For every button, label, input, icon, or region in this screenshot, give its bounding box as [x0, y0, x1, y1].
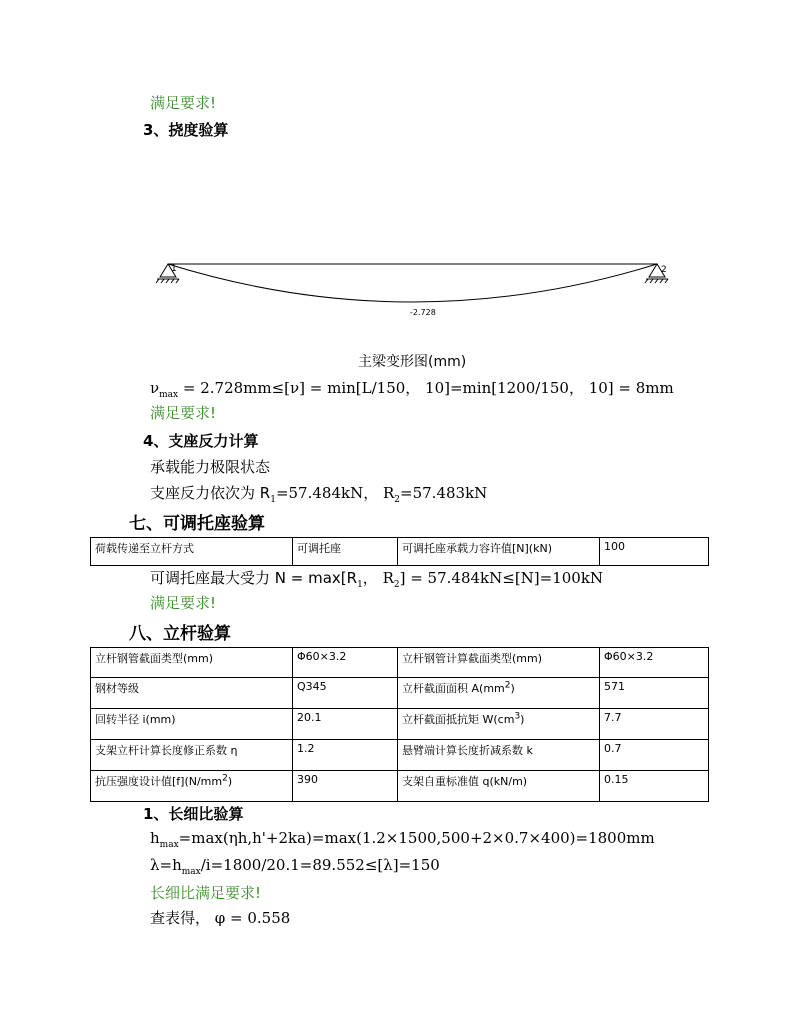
table-cell: 支架自重标准值 q(kN/m) — [398, 771, 600, 802]
table-cell: 0.7 — [600, 740, 709, 771]
table-cell: 可调托座承载力容许值[N](kN) — [398, 538, 600, 566]
table-row — [91, 771, 709, 802]
table-cell: Φ60×3.2 — [293, 648, 398, 678]
max-deflection-label: -2.728 — [410, 308, 436, 317]
table-cell: 20.1 — [293, 709, 398, 740]
ok-text-top: 满足要求! — [150, 94, 217, 112]
table-cell: 390 — [293, 771, 398, 802]
table-cell: 可调托座 — [293, 538, 398, 566]
reaction-text: 支座反力依次为 $R_1=57.484kN$， $R_2=57.483kN$ — [150, 484, 488, 505]
ok-text-deflection: 满足要求! — [150, 404, 217, 422]
table-cell: 立杆钢管计算截面类型(mm) — [398, 648, 600, 678]
ok-text-bracket: 满足要求! — [150, 594, 217, 612]
table-cell: 100 — [600, 538, 709, 566]
lambda-equation: $\lambda=h_{max}/i=1800/20.1=89.552\le[\lambda]=150$ — [150, 856, 440, 877]
section-heading-deflection: 3、挠度验算 — [143, 121, 229, 139]
table-cell: 回转半径 i(mm) — [91, 709, 293, 740]
section-heading-bracket: 七、可调托座验算 — [129, 514, 265, 534]
table-cell: 立杆截面面积 $A(mm^2)$ — [398, 678, 600, 709]
table-cell: 荷载传递至立杆方式 — [91, 538, 293, 566]
table-cell: 0.15 — [600, 771, 709, 802]
beam-deflection-diagram — [150, 255, 680, 325]
pole-parameter-table — [90, 647, 709, 802]
ok-text-slenderness: 长细比满足要求! — [150, 884, 262, 902]
phi-lookup-text: 查表得， φ = 0.558 — [150, 909, 291, 927]
table-row — [91, 678, 709, 709]
table-cell: 571 — [600, 678, 709, 709]
diagram-caption: 主梁变形图(mm) — [358, 354, 467, 370]
table-cell: 立杆截面抵抗矩 $W(cm^3)$ — [398, 709, 600, 740]
table-cell: 钢材等级 — [91, 678, 293, 709]
bracket-check-equation: 可调托座最大受力 $N = \max[R_1$， $R_2] = 57.484kN\le[N]=100kN$ — [150, 569, 604, 590]
table-row — [91, 709, 709, 740]
hmax-equation: $h_{max}=\max(\eta h,h'+2ka)=\max(1.2\times 1500,500+2\times 0.7\times 400)=1800mm$ — [150, 829, 655, 850]
node-label-1: 1 — [171, 264, 177, 274]
table-cell: 1.2 — [293, 740, 398, 771]
node-label-2: 2 — [661, 265, 667, 275]
deflection-curve — [168, 264, 657, 302]
deflection-equation: $\nu_{max} = 2.728mm\le[\nu] = \min[L/150$， 10]=min[1200/150， 10] = 8mm — [150, 379, 674, 400]
table-cell: 悬臂端计算长度折减系数 k — [398, 740, 600, 771]
section-heading-reaction: 4、支座反力计算 — [143, 432, 259, 450]
table-cell: Q345 — [293, 678, 398, 709]
table-cell: Φ60×3.2 — [600, 648, 709, 678]
table-cell: 支架立杆计算长度修正系数 η — [91, 740, 293, 771]
section-heading-pole: 八、立杆验算 — [129, 624, 231, 644]
table-cell: 立杆钢管截面类型(mm) — [91, 648, 293, 678]
table-cell: 7.7 — [600, 709, 709, 740]
bracket-table — [90, 537, 709, 566]
limit-state-text: 承载能力极限状态 — [150, 458, 271, 476]
table-row — [91, 538, 709, 566]
section-heading-slenderness: 1、长细比验算 — [143, 805, 244, 823]
table-row — [91, 740, 709, 771]
table-row — [91, 648, 709, 678]
table-cell: 抗压强度设计值$[f](N/mm^2)$ — [91, 771, 293, 802]
